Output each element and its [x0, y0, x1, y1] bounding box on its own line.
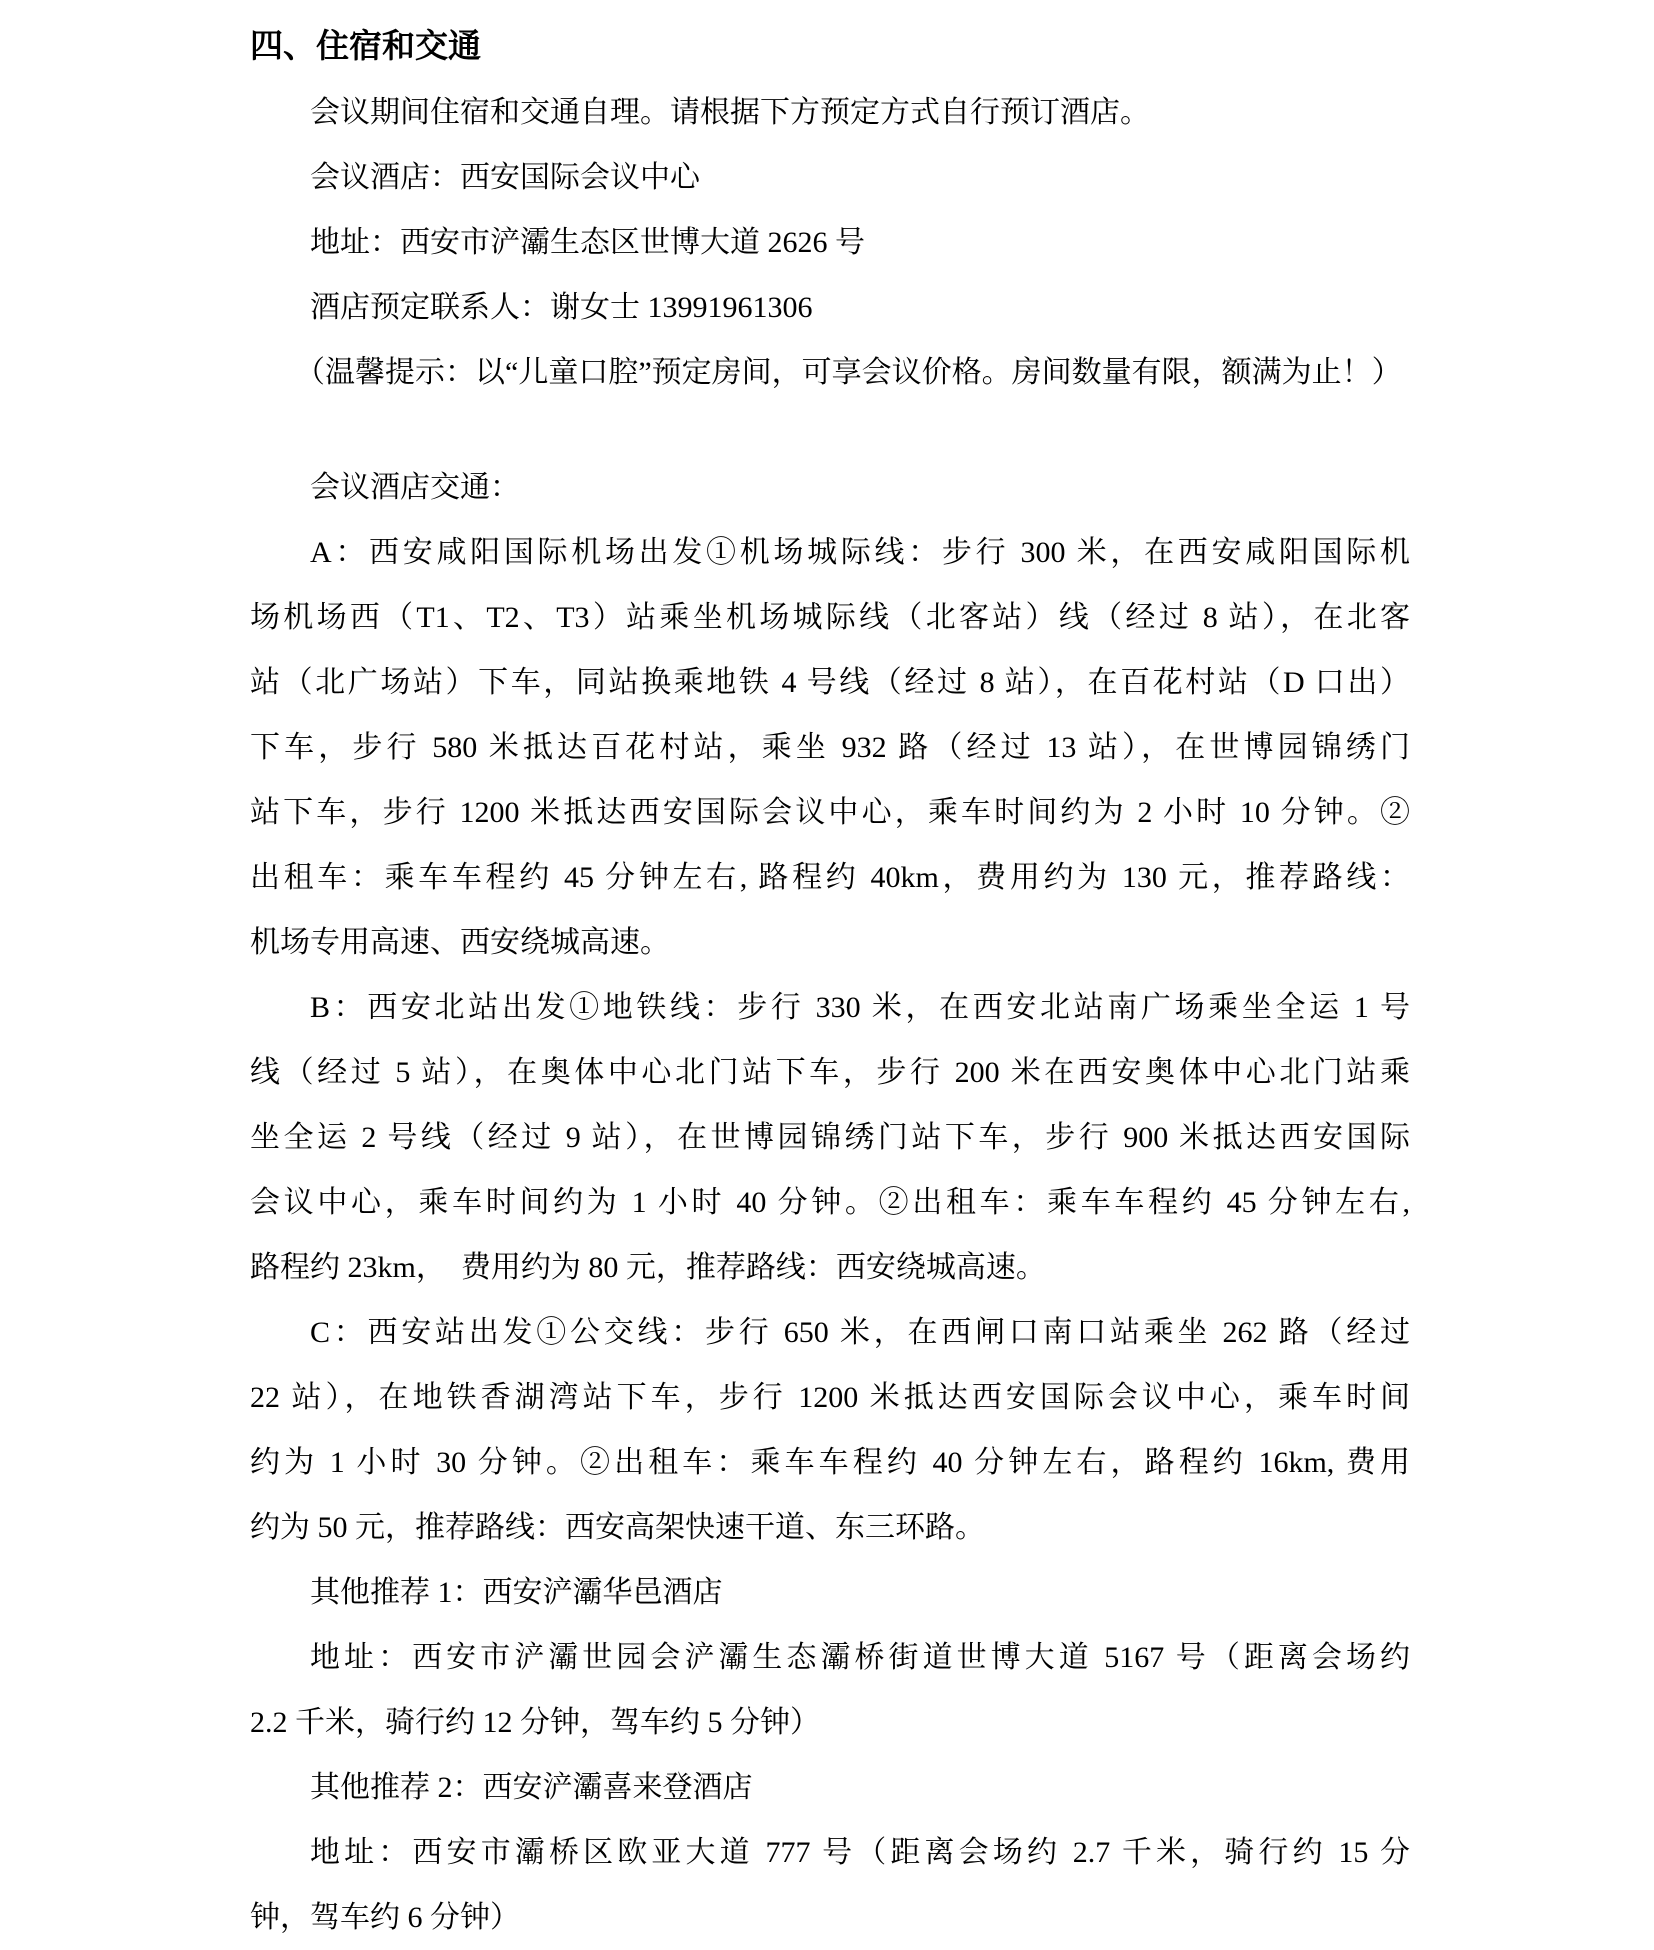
- paragraph: [250, 1300, 1410, 1560]
- text-line: 约为 50 元，推荐路线：西安高架快速干道、东三环路。: [250, 1511, 985, 1544]
- text-line: 四、住宿和交通: [250, 29, 481, 65]
- text-line: 其他推荐 1：西安浐灞华邑酒店: [310, 1576, 723, 1609]
- paragraph: [250, 1625, 1410, 1755]
- text-line: 2.2 千米，骑行约 12 分钟，驾车约 5 分钟）: [250, 1706, 820, 1739]
- text-line: B：西安北站出发①地铁线：步行 330 米，在西安北站南广场乘坐全运 1 号: [310, 991, 1410, 1024]
- text-line: 会议中心，乘车时间约为 1 小时 40 分钟。②出租车：乘车车程约 45 分钟左右,: [250, 1186, 1410, 1219]
- text-line: 机场专用高速、西安绕城高速。: [250, 926, 670, 959]
- text-line: 会议酒店交通：: [310, 471, 520, 504]
- paragraph: [250, 1560, 1410, 1625]
- paragraph: [250, 340, 1410, 405]
- text-line: 路程约 23km， 费用约为 80 元，推荐路线：西安绕城高速。: [250, 1251, 1046, 1284]
- section-heading: [250, 15, 1410, 80]
- text-line: 坐全运 2 号线（经过 9 站），在世博园锦绣门站下车，步行 900 米抵达西安国际: [250, 1121, 1410, 1154]
- text-line: 站下车，步行 1200 米抵达西安国际会议中心，乘车时间约为 2 小时 10 分钟。②: [250, 796, 1410, 829]
- paragraph: [250, 455, 1410, 520]
- text-line: 出租车：乘车车程约 45 分钟左右, 路程约 40km，费用约为 130 元，推荐路线：: [250, 861, 1410, 894]
- text-line: A：西安咸阳国际机场出发①机场城际线：步行 300 米，在西安咸阳国际机: [310, 536, 1410, 569]
- blank-line: [250, 405, 1410, 455]
- paragraph: [250, 975, 1410, 1300]
- text-line: 地址：西安市浐灞世园会浐灞生态灞桥街道世博大道 5167 号（距离会场约: [310, 1641, 1410, 1674]
- text-line: 站（北广场站）下车，同站换乘地铁 4 号线（经过 8 站），在百花村站（D 口出）: [250, 666, 1410, 699]
- text-line: 会议酒店：西安国际会议中心: [310, 161, 700, 194]
- paragraph: [250, 1755, 1410, 1820]
- text-line: 线（经过 5 站），在奥体中心北门站下车，步行 200 米在西安奥体中心北门站乘: [250, 1056, 1410, 1089]
- text-line: （温馨提示：以“儿童口腔”预定房间，可享会议价格。房间数量有限，额满为止！）: [295, 356, 1402, 389]
- paragraph: [250, 1820, 1410, 1950]
- paragraph: [250, 210, 1410, 275]
- paragraph: [250, 145, 1410, 210]
- text-line: 钟，驾车约 6 分钟）: [250, 1901, 520, 1934]
- text-line: 地址：西安市灞桥区欧亚大道 777 号（距离会场约 2.7 千米，骑行约 15 分: [310, 1836, 1410, 1869]
- text-line: C：西安站出发①公交线：步行 650 米，在西闸口南口站乘坐 262 路（经过: [310, 1316, 1410, 1349]
- text-line: 场机场西（T1、T2、T3）站乘坐机场城际线（北客站）线（经过 8 站），在北客: [250, 601, 1410, 634]
- text-line: 其他推荐 2：西安浐灞喜来登酒店: [310, 1771, 753, 1804]
- document-body: [250, 15, 1410, 1950]
- text-line: 会议期间住宿和交通自理。请根据下方预定方式自行预订酒店。: [310, 96, 1150, 129]
- text-line: 下车，步行 580 米抵达百花村站，乘坐 932 路（经过 13 站），在世博园锦绣门: [250, 731, 1410, 764]
- text-line: 酒店预定联系人：谢女士 13991961306: [310, 291, 813, 324]
- paragraph: [250, 275, 1410, 340]
- text-line: 22 站），在地铁香湖湾站下车，步行 1200 米抵达西安国际会议中心，乘车时间: [250, 1381, 1410, 1414]
- text-line: 约为 1 小时 30 分钟。②出租车：乘车车程约 40 分钟左右，路程约 16km, 费用: [250, 1446, 1410, 1479]
- paragraph: [250, 80, 1410, 145]
- paragraph: [250, 520, 1410, 975]
- text-line: 地址：西安市浐灞生态区世博大道 2626 号: [310, 226, 865, 259]
